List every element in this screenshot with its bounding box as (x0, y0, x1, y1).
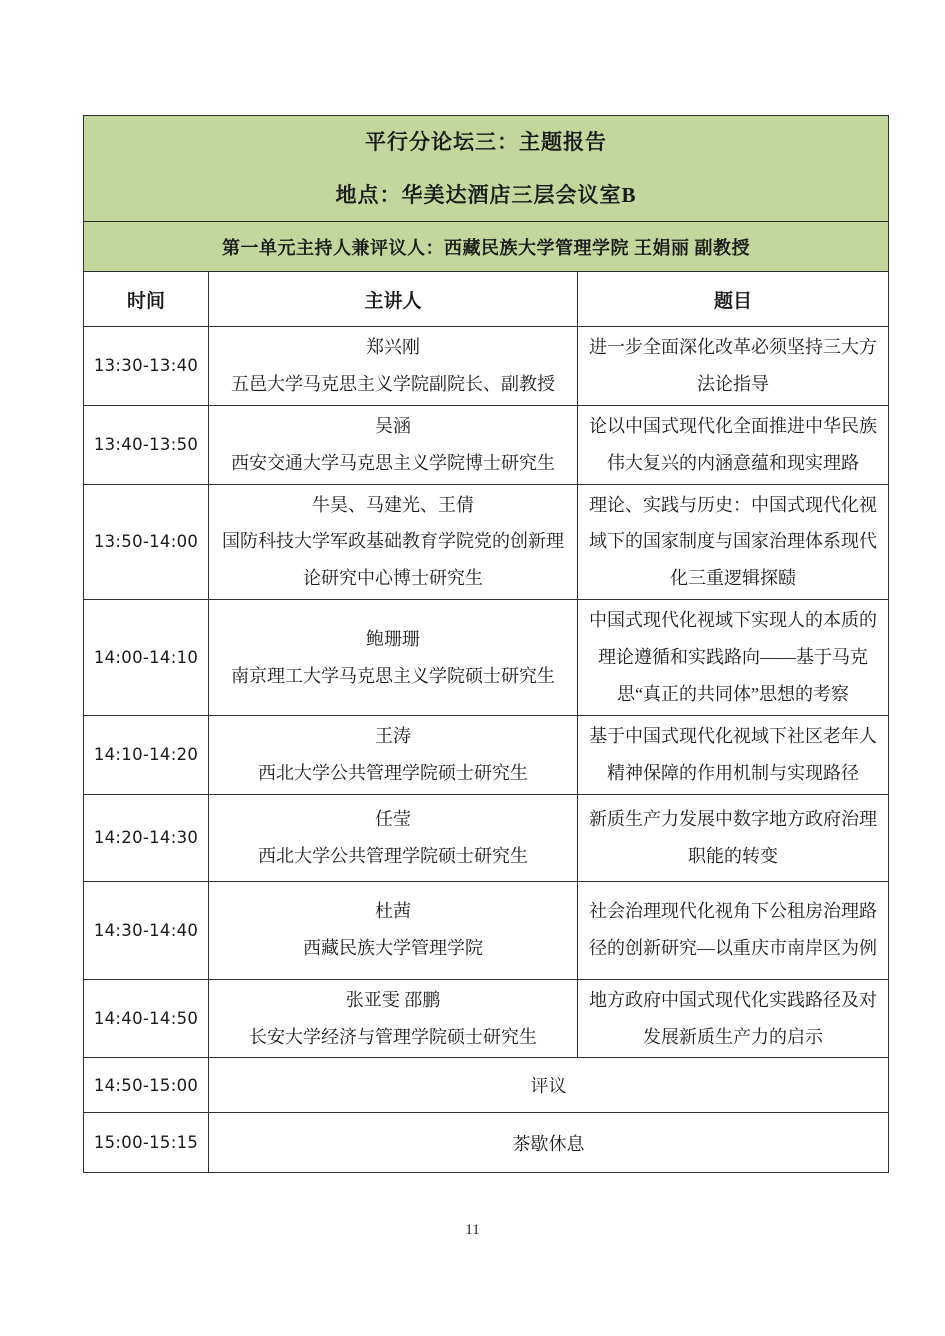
speaker-cell (209, 881, 578, 979)
speaker-name: 郑兴刚 (366, 337, 420, 357)
speaker-affiliation: 西安交通大学马克思主义学院博士研究生 (231, 452, 555, 473)
speaker-cell (209, 715, 578, 794)
time-cell: 14:40-14:50 (84, 979, 209, 1058)
table-row (84, 600, 889, 716)
page-number: 11 (465, 1222, 480, 1238)
speaker-name: 王涛 (375, 725, 411, 746)
session-chair: 第一单元主持人兼评议人：西藏民族大学管理学院 王娟丽 副教授 (84, 222, 889, 272)
topic-cell: 理论、实践与历史：中国式现代化视域下的国家制度与国家治理体系现代化三重逻辑探赜 (578, 484, 889, 600)
time-cell: 14:20-14:30 (84, 794, 209, 881)
speaker-name: 张亚雯 邵鹏 (345, 989, 441, 1010)
table-row (84, 715, 889, 794)
speaker-name: 牛昊、马建光、王倩 (312, 494, 474, 515)
topic-cell: 社会治理现代化视角下公租房治理路径的创新研究—以重庆市南岸区为例 (578, 881, 889, 979)
topic-cell: 进一步全面深化改革必须坚持三大方法论指导 (578, 327, 889, 406)
col-header-topic: 题目 (578, 272, 889, 327)
topic-cell: 基于中国式现代化视域下社区老年人精神保障的作用机制与实现路径 (578, 715, 889, 794)
topic-cell: 新质生产力发展中数字地方政府治理职能的转变 (578, 794, 889, 881)
speaker-affiliation: 西北大学公共管理学院硕士研究生 (258, 762, 528, 783)
time-cell: 15:00-15:15 (84, 1113, 209, 1173)
table-row (84, 979, 889, 1058)
speaker-affiliation: 国防科技大学军政基础教育学院党的创新理论研究中心博士研究生 (222, 531, 564, 589)
speaker-cell (209, 600, 578, 716)
forum-location: 地点：华美达酒店三层会议室B (335, 182, 637, 207)
speaker-cell (209, 405, 578, 484)
schedule-table (83, 115, 889, 1173)
speaker-affiliation: 西藏民族大学管理学院 (303, 938, 483, 959)
table-row-tea-break (84, 1113, 889, 1173)
col-header-time: 时间 (84, 272, 209, 327)
speaker-affiliation: 西北大学公共管理学院硕士研究生 (258, 845, 528, 866)
table-row (84, 405, 889, 484)
speaker-cell (209, 979, 578, 1058)
speaker-name: 任莹 (375, 808, 411, 829)
table-row (84, 484, 889, 600)
speaker-name: 杜茜 (375, 901, 411, 922)
speaker-cell (209, 327, 578, 406)
topic-cell: 地方政府中国式现代化实践路径及对发展新质生产力的启示 (578, 979, 889, 1058)
merged-cell-review: 评议 (209, 1058, 889, 1113)
speaker-affiliation: 五邑大学马克思主义学院副院长、副教授 (231, 373, 555, 394)
speaker-affiliation: 南京理工大学马克思主义学院硕士研究生 (231, 665, 555, 686)
forum-title: 平行分论坛三：主题报告 (365, 129, 607, 154)
speaker-name: 鲍珊珊 (366, 628, 420, 649)
speaker-affiliation: 长安大学经济与管理学院硕士研究生 (249, 1026, 537, 1047)
time-cell: 14:00-14:10 (84, 600, 209, 716)
table-row (84, 881, 889, 979)
session-chair-row (84, 222, 889, 272)
speaker-cell (209, 484, 578, 600)
column-header-row (84, 272, 889, 327)
topic-cell: 中国式现代化视域下实现人的本质的理论遵循和实践路向——基于马克思“真正的共同体”思想的考察 (578, 600, 889, 716)
time-cell: 14:50-15:00 (84, 1058, 209, 1113)
merged-cell-tea-break: 茶歇休息 (209, 1113, 889, 1173)
time-cell: 13:50-14:00 (84, 484, 209, 600)
speaker-cell (209, 794, 578, 881)
time-cell: 13:30-13:40 (84, 327, 209, 406)
topic-cell: 论以中国式现代化全面推进中华民族伟大复兴的内涵意蕴和现实理路 (578, 405, 889, 484)
table-row (84, 794, 889, 881)
forum-banner-row (84, 116, 889, 222)
time-cell: 14:10-14:20 (84, 715, 209, 794)
forum-banner (84, 116, 889, 222)
time-cell: 13:40-13:50 (84, 405, 209, 484)
time-cell: 14:30-14:40 (84, 881, 209, 979)
speaker-name: 吴涵 (375, 415, 411, 436)
col-header-speaker: 主讲人 (209, 272, 578, 327)
table-row-review (84, 1058, 889, 1113)
table-row (84, 327, 889, 406)
